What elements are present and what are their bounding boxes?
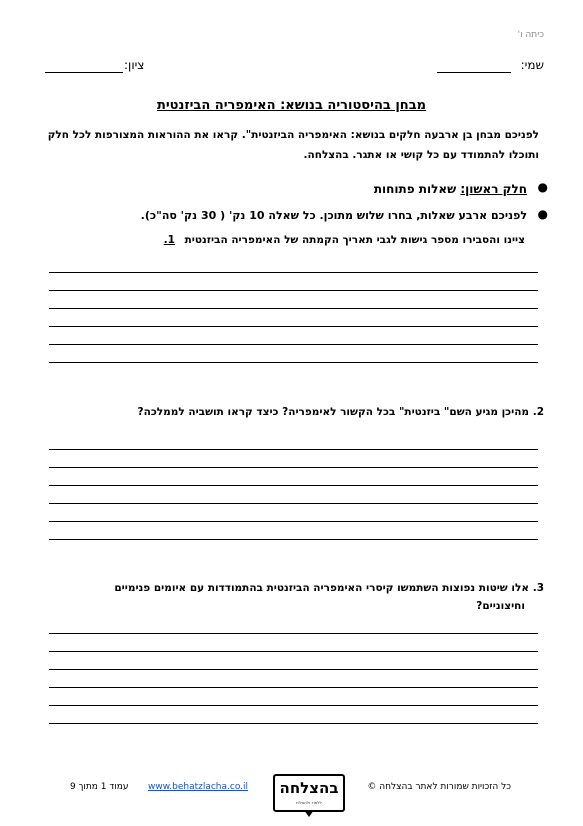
grade-label: כיתה ו' bbox=[517, 30, 544, 40]
section-title: חלק ראשון: bbox=[460, 182, 527, 196]
score-field[interactable] bbox=[45, 72, 123, 73]
logo-text: בהצלחה bbox=[279, 779, 339, 797]
name-field[interactable] bbox=[437, 72, 511, 73]
copyright-notice: כל הזכויות שמורות לאתר בהצלחה © bbox=[367, 782, 511, 792]
answer-line[interactable] bbox=[49, 362, 538, 363]
question-1-text: ציינו והסבירו מספר גישות לגבי תאריך הקמתה של האימפריה הביזנטית bbox=[184, 234, 525, 246]
name-label: שמי: bbox=[520, 58, 544, 72]
answer-line[interactable] bbox=[49, 326, 538, 327]
answer-line[interactable] bbox=[49, 449, 538, 450]
question-3-line-2: וחיצוניים? bbox=[476, 600, 525, 612]
answer-line[interactable] bbox=[49, 344, 538, 345]
answer-line[interactable] bbox=[49, 485, 538, 486]
question-1 bbox=[164, 234, 525, 246]
site-logo bbox=[273, 774, 345, 812]
answer-line[interactable] bbox=[49, 687, 538, 688]
question-3-number: 3. bbox=[532, 582, 544, 594]
question-2 bbox=[138, 406, 544, 418]
section-subtitle: שאלות פתוחות bbox=[373, 182, 457, 196]
bullet-icon: ● bbox=[537, 180, 548, 194]
question-2-number: 2. bbox=[532, 406, 544, 418]
exam-title: מבחן בהיסטוריה בנושא: האימפריה הביזנטית bbox=[156, 98, 427, 113]
answer-line[interactable] bbox=[49, 723, 538, 724]
logo-tagline: ללמוד ולהצליח bbox=[296, 800, 322, 805]
site-link[interactable]: www.behatzlacha.co.il bbox=[148, 782, 249, 792]
question-2-text: מהיכן מגיע השם" ביזנטית" בכל הקשור לאימפריה? כיצד קראו תושביה לממלכה? bbox=[137, 406, 530, 418]
exam-intro: לפניכם מבחן בן ארבעה חלקים בנושא: האימפריה הביזנטית". קראו את ההוראות המצורפות לכל חלק ותוכלו להתמודד עם כל קושי או אתגר. בהצלחה. bbox=[47, 129, 539, 161]
answer-line[interactable] bbox=[49, 521, 538, 522]
bullet-icon: ● bbox=[537, 207, 548, 221]
answer-line[interactable] bbox=[49, 669, 538, 670]
answer-line[interactable] bbox=[49, 651, 538, 652]
section-heading bbox=[374, 182, 527, 196]
answer-line[interactable] bbox=[49, 539, 538, 540]
answer-line[interactable] bbox=[49, 308, 538, 309]
answer-line[interactable] bbox=[49, 503, 538, 504]
answer-line[interactable] bbox=[49, 705, 538, 706]
logo-speech-tail bbox=[304, 810, 314, 817]
answer-line[interactable] bbox=[49, 272, 538, 273]
page-info: עמוד 1 מתוך 9 bbox=[70, 782, 129, 792]
answer-line[interactable] bbox=[49, 467, 538, 468]
question-1-number: 1. bbox=[163, 234, 175, 246]
section-instructions: לפניכם ארבע שאלות, בחרו שלוש מתוכן. כל שאלה 10 נק' ( 30 נק' סה"כ). bbox=[140, 209, 527, 222]
answer-line[interactable] bbox=[49, 290, 538, 291]
question-3-line-1 bbox=[114, 582, 544, 594]
score-label: ציון: bbox=[124, 58, 145, 72]
question-3-text: אלו שיטות נפוצות השתמשו קיסרי האימפריה הביזנטית בהתמודדות עם איומים פנימיים bbox=[114, 582, 530, 594]
answer-line[interactable] bbox=[49, 633, 538, 634]
